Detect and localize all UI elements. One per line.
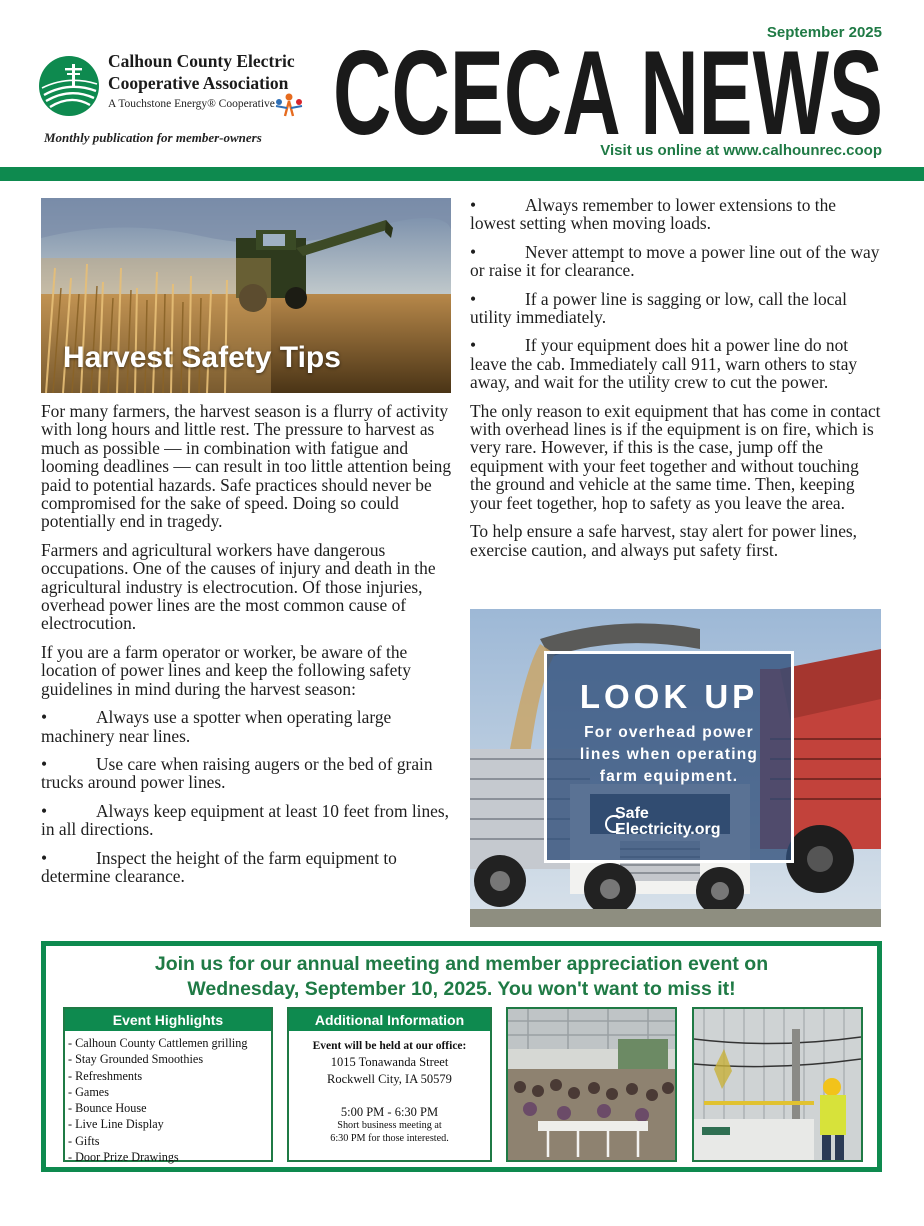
- coop-logo-block: [38, 50, 318, 150]
- event-highlights-panel: [63, 1007, 273, 1165]
- header-divider: [0, 167, 924, 181]
- look-up-line: lines when operating: [579, 746, 759, 763]
- bullet-icon: •: [470, 195, 477, 215]
- masthead-title: [333, 38, 885, 148]
- look-up-subtitle: [547, 722, 791, 788]
- event-highlights-list: [65, 1031, 271, 1165]
- safety-bullet: [470, 196, 882, 233]
- safe-electricity-line1: Safe: [615, 805, 649, 822]
- live-line-display-photo: [692, 1007, 863, 1162]
- plug-ring-icon: [605, 815, 623, 833]
- coop-name-line2: Cooperative Association: [108, 73, 289, 93]
- list-item: - Live Line Display: [68, 1117, 164, 1132]
- event-time: 5:00 PM - 6:30 PM: [340, 1105, 439, 1119]
- article-left-column: [41, 402, 453, 895]
- bullet-text: Always remember to lower extensions to the lowest setting when moving loads.: [470, 195, 837, 234]
- website-link[interactable]: Visit us online at www.calhounrec.coop: [600, 142, 882, 159]
- safety-bullet: [470, 290, 882, 327]
- coop-logo-icon: [38, 55, 100, 117]
- bullet-text: If a power line is sagging or low, call the local utility immediately.: [470, 288, 847, 328]
- bullet-text: Always keep equipment at least 10 feet from lines, in all directions.: [41, 800, 450, 840]
- bullet-icon: •: [470, 241, 477, 262]
- look-up-title: LOOK UP: [579, 678, 759, 715]
- bullet-icon: •: [41, 800, 48, 821]
- additional-info-panel: [287, 1007, 492, 1162]
- event-headline-line2: Wednesday, September 10, 2025. You won't want to miss it!: [187, 978, 736, 1000]
- coop-name-line1: Calhoun County Electric: [108, 51, 295, 71]
- article-paragraph: If you are a farm operator or worker, be aware of the location of power lines and keep the following safety guidelines in mind during the harvest season:: [41, 641, 411, 699]
- article-paragraph: For many farmers, the harvest season is a flurry of activity with long hours and little rest. The pressure to harvest as much as possible — in combination with fatigue and looming deadlines — can result in too little attention being paid to potential hazards. Safe practices should never be compromised for the sake of speed. Doing so could potentially end in tragedy.: [41, 401, 452, 532]
- event-highlights-title: Event Highlights: [65, 1009, 271, 1031]
- safety-bullet: [41, 849, 453, 886]
- bullet-icon: •: [41, 753, 48, 774]
- bullet-icon: •: [470, 288, 477, 309]
- bullet-icon: •: [41, 847, 48, 868]
- article-paragraph: Farmers and agricultural workers have dangerous occupations. One of the causes of injury and death in the agricultural industry is electrocution. Of those injuries, overhead power lines are the most common cause of electrocution.: [41, 539, 436, 634]
- annual-meeting-box: [41, 941, 882, 1172]
- look-up-message-box: [544, 651, 794, 863]
- coop-name: [108, 50, 323, 94]
- harvest-hero-image: [41, 198, 451, 393]
- venue-label: Event will be held at our office:: [312, 1040, 467, 1052]
- address-line2: Rockwell City, IA 50579: [327, 1072, 452, 1086]
- bullet-text: Inspect the height of the farm equipment to determine clearance.: [41, 847, 397, 886]
- meeting-note-line2: 6:30 PM for those interested.: [330, 1132, 449, 1144]
- event-headline-line1: Join us for our annual meeting and member appreciation event on: [154, 953, 769, 975]
- list-item: - Games: [68, 1084, 109, 1099]
- bullet-icon: •: [41, 707, 48, 728]
- look-up-line: For overhead power: [584, 724, 754, 741]
- publication-tagline: Monthly publication for member-owners: [44, 130, 262, 145]
- list-item: - Bounce House: [68, 1101, 147, 1116]
- meeting-note-line1: Short business meeting at: [337, 1120, 442, 1131]
- article-paragraph: To help ensure a safe harvest, stay alert for power lines, exercise caution, and always put safety first.: [470, 521, 858, 560]
- address-line1: 1015 Tonawanda Street: [330, 1055, 449, 1069]
- safe-electricity-logo: [607, 806, 721, 838]
- list-item: - Refreshments: [68, 1068, 143, 1083]
- safety-bullet: [470, 243, 882, 280]
- safe-electricity-line2: Electricity.org: [615, 821, 721, 838]
- safety-bullet: [41, 755, 453, 792]
- meeting-crowd-illustration: [508, 1009, 675, 1160]
- touchstone-energy-icon: [273, 92, 305, 118]
- event-headline: [46, 952, 877, 1002]
- look-up-safety-ad: [470, 609, 881, 927]
- bullet-text: Use care when raising augers or the bed of grain trucks around power lines.: [41, 753, 433, 793]
- list-item: - Calhoun County Cattlemen grilling: [68, 1036, 248, 1050]
- bullet-text: Always use a spotter when operating large machinery near lines.: [41, 707, 392, 746]
- lineman-illustration: [694, 1009, 861, 1160]
- list-item: - Door Prize Drawings: [68, 1150, 179, 1165]
- article-right-column: [470, 196, 882, 569]
- additional-info-body: [289, 1031, 490, 1145]
- article-paragraph: The only reason to exit equipment that has come in contact with overhead lines is if the equipment is on fire, which is very rare. However, if this is the case, jump off the equipment with your feet together and without touching the ground and vehicle at the same time. Then, keeping your feet together, hop to safety as you leave the area.: [470, 400, 881, 513]
- list-item: - Gifts: [68, 1133, 100, 1148]
- safety-bullet: [470, 336, 882, 391]
- article-title: Harvest Safety Tips: [63, 341, 341, 374]
- bullet-icon: •: [470, 335, 477, 356]
- bullet-text: Never attempt to move a power line out of the way or raise it for clearance.: [470, 241, 880, 281]
- bullet-text: If your equipment does hit a power line do not leave the cab. Immediately call 911, warn others to stay away, and wait for the utility crew to cut the power.: [470, 335, 858, 393]
- touchstone-subtitle: A Touchstone Energy® Cooperative: [108, 98, 275, 110]
- list-item: - Stay Grounded Smoothies: [68, 1052, 204, 1067]
- safety-bullet: [41, 708, 453, 745]
- crowd-photo: [506, 1007, 677, 1162]
- look-up-line: farm equipment.: [599, 768, 739, 785]
- issue-date: September 2025: [766, 24, 882, 41]
- masthead-text: CCECA NEWS: [333, 38, 883, 148]
- safety-bullet: [41, 802, 453, 839]
- additional-info-title: Additional Information: [289, 1009, 490, 1031]
